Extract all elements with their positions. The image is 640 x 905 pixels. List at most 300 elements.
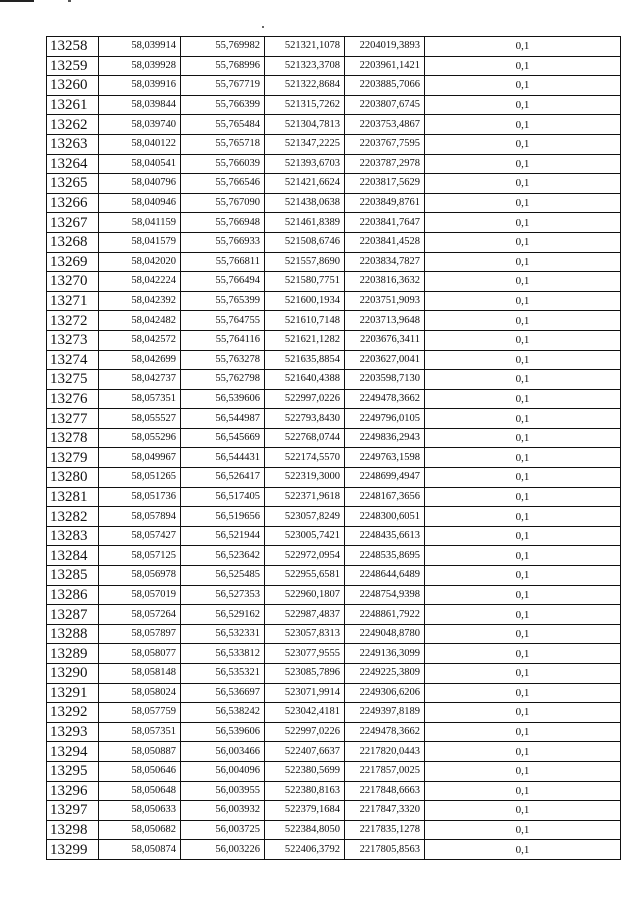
latitude-cell: 58,055527 (99, 409, 181, 429)
y-coordinate-cell: 2203767,7595 (345, 134, 425, 154)
y-coordinate-cell: 2248300,6051 (345, 507, 425, 527)
point-number-cell: 13267 (47, 213, 99, 233)
table-row (47, 526, 621, 546)
y-coordinate-cell: 2249225,3809 (345, 664, 425, 684)
point-number-cell: 13272 (47, 311, 99, 331)
latitude-cell: 58,050887 (99, 742, 181, 762)
y-coordinate-cell: 2203841,4528 (345, 232, 425, 252)
longitude-cell: 56,532331 (181, 624, 265, 644)
point-number-cell: 13283 (47, 526, 99, 546)
latitude-cell: 58,057427 (99, 526, 181, 546)
point-number-cell: 13299 (47, 840, 99, 860)
point-number-cell: 13291 (47, 683, 99, 703)
value-cell: 0,1 (425, 428, 621, 448)
table-row (47, 781, 621, 801)
value-cell: 0,1 (425, 703, 621, 723)
x-coordinate-cell: 522371,9618 (265, 487, 345, 507)
latitude-cell: 58,041579 (99, 232, 181, 252)
point-number-cell: 13292 (47, 703, 99, 723)
latitude-cell: 58,051736 (99, 487, 181, 507)
latitude-cell: 58,057264 (99, 605, 181, 625)
value-cell: 0,1 (425, 134, 621, 154)
y-coordinate-cell: 2248699,4947 (345, 468, 425, 488)
x-coordinate-cell: 522955,6581 (265, 566, 345, 586)
latitude-cell: 58,042737 (99, 370, 181, 390)
point-number-cell: 13284 (47, 546, 99, 566)
y-coordinate-cell: 2203849,8761 (345, 193, 425, 213)
longitude-cell: 56,003955 (181, 781, 265, 801)
x-coordinate-cell: 521304,7813 (265, 115, 345, 135)
table-row (47, 624, 621, 644)
point-number-cell: 13268 (47, 232, 99, 252)
value-cell: 0,1 (425, 683, 621, 703)
point-number-cell: 13264 (47, 154, 99, 174)
table-row (47, 820, 621, 840)
x-coordinate-cell: 521421,6624 (265, 174, 345, 194)
latitude-cell: 58,057894 (99, 507, 181, 527)
table-row (47, 801, 621, 821)
latitude-cell: 58,055296 (99, 428, 181, 448)
longitude-cell: 55,766948 (181, 213, 265, 233)
table-row (47, 232, 621, 252)
x-coordinate-cell: 521640,4388 (265, 370, 345, 390)
y-coordinate-cell: 2203627,0041 (345, 350, 425, 370)
longitude-cell: 56,539606 (181, 722, 265, 742)
value-cell: 0,1 (425, 840, 621, 860)
x-coordinate-cell: 521580,7751 (265, 272, 345, 292)
table-row (47, 272, 621, 292)
point-number-cell: 13261 (47, 95, 99, 115)
point-number-cell: 13294 (47, 742, 99, 762)
table-row (47, 154, 621, 174)
point-number-cell: 13275 (47, 370, 99, 390)
y-coordinate-cell: 2203885,7066 (345, 76, 425, 96)
latitude-cell: 58,040796 (99, 174, 181, 194)
value-cell: 0,1 (425, 644, 621, 664)
longitude-cell: 56,003466 (181, 742, 265, 762)
point-number-cell: 13295 (47, 761, 99, 781)
latitude-cell: 58,039928 (99, 56, 181, 76)
x-coordinate-cell: 522768,0744 (265, 428, 345, 448)
y-coordinate-cell: 2203713,9648 (345, 311, 425, 331)
point-number-cell: 13277 (47, 409, 99, 429)
longitude-cell: 55,766039 (181, 154, 265, 174)
longitude-cell: 56,526417 (181, 468, 265, 488)
point-number-cell: 13289 (47, 644, 99, 664)
x-coordinate-cell: 522960,1807 (265, 585, 345, 605)
value-cell: 0,1 (425, 761, 621, 781)
latitude-cell: 58,042572 (99, 330, 181, 350)
value-cell: 0,1 (425, 566, 621, 586)
value-cell: 0,1 (425, 585, 621, 605)
longitude-cell: 55,762798 (181, 370, 265, 390)
longitude-cell: 55,766494 (181, 272, 265, 292)
x-coordinate-cell: 521315,7262 (265, 95, 345, 115)
value-cell: 0,1 (425, 507, 621, 527)
table-row (47, 76, 621, 96)
latitude-cell: 58,042482 (99, 311, 181, 331)
longitude-cell: 56,529162 (181, 605, 265, 625)
x-coordinate-cell: 521557,8690 (265, 252, 345, 272)
y-coordinate-cell: 2249763,1598 (345, 448, 425, 468)
point-number-cell: 13271 (47, 291, 99, 311)
value-cell: 0,1 (425, 624, 621, 644)
point-number-cell: 13290 (47, 664, 99, 684)
latitude-cell: 58,050648 (99, 781, 181, 801)
value-cell: 0,1 (425, 37, 621, 57)
latitude-cell: 58,042224 (99, 272, 181, 292)
point-number-cell: 13285 (47, 566, 99, 586)
table-row (47, 683, 621, 703)
x-coordinate-cell: 522987,4837 (265, 605, 345, 625)
latitude-cell: 58,057351 (99, 722, 181, 742)
longitude-cell: 55,764755 (181, 311, 265, 331)
value-cell: 0,1 (425, 311, 621, 331)
table-row (47, 644, 621, 664)
latitude-cell: 58,050874 (99, 840, 181, 860)
longitude-cell: 56,003226 (181, 840, 265, 860)
table-row (47, 213, 621, 233)
point-number-cell: 13297 (47, 801, 99, 821)
value-cell: 0,1 (425, 370, 621, 390)
longitude-cell: 56,527353 (181, 585, 265, 605)
value-cell: 0,1 (425, 487, 621, 507)
latitude-cell: 58,058077 (99, 644, 181, 664)
x-coordinate-cell: 521600,1934 (265, 291, 345, 311)
table-row (47, 742, 621, 762)
value-cell: 0,1 (425, 232, 621, 252)
longitude-cell: 56,538242 (181, 703, 265, 723)
latitude-cell: 58,057125 (99, 546, 181, 566)
table-row (47, 370, 621, 390)
table-row (47, 56, 621, 76)
y-coordinate-cell: 2203751,9093 (345, 291, 425, 311)
value-cell: 0,1 (425, 272, 621, 292)
longitude-cell: 56,003725 (181, 820, 265, 840)
value-cell: 0,1 (425, 546, 621, 566)
value-cell: 0,1 (425, 154, 621, 174)
x-coordinate-cell: 522380,8163 (265, 781, 345, 801)
point-number-cell: 13280 (47, 468, 99, 488)
x-coordinate-cell: 523057,8313 (265, 624, 345, 644)
table-row (47, 428, 621, 448)
x-coordinate-cell: 522379,1684 (265, 801, 345, 821)
longitude-cell: 56,523642 (181, 546, 265, 566)
point-number-cell: 13296 (47, 781, 99, 801)
point-number-cell: 13287 (47, 605, 99, 625)
x-coordinate-cell: 521438,0638 (265, 193, 345, 213)
latitude-cell: 58,050633 (99, 801, 181, 821)
point-number-cell: 13265 (47, 174, 99, 194)
point-number-cell: 13276 (47, 389, 99, 409)
y-coordinate-cell: 2217847,3320 (345, 801, 425, 821)
latitude-cell: 58,050646 (99, 761, 181, 781)
point-number-cell: 13281 (47, 487, 99, 507)
longitude-cell: 56,003932 (181, 801, 265, 821)
point-number-cell: 13282 (47, 507, 99, 527)
y-coordinate-cell: 2217857,0025 (345, 761, 425, 781)
y-coordinate-cell: 2249136,3099 (345, 644, 425, 664)
table-row (47, 174, 621, 194)
table-row (47, 468, 621, 488)
x-coordinate-cell: 521621,1282 (265, 330, 345, 350)
point-number-cell: 13266 (47, 193, 99, 213)
y-coordinate-cell: 2248644,6489 (345, 566, 425, 586)
latitude-cell: 58,039844 (99, 95, 181, 115)
value-cell: 0,1 (425, 193, 621, 213)
point-number-cell: 13286 (47, 585, 99, 605)
table-row (47, 722, 621, 742)
y-coordinate-cell: 2203676,3411 (345, 330, 425, 350)
y-coordinate-cell: 2203834,7827 (345, 252, 425, 272)
latitude-cell: 58,057351 (99, 389, 181, 409)
longitude-cell: 55,765399 (181, 291, 265, 311)
table-row (47, 840, 621, 860)
longitude-cell: 55,764116 (181, 330, 265, 350)
longitude-cell: 55,766811 (181, 252, 265, 272)
table-row (47, 95, 621, 115)
x-coordinate-cell: 521321,1078 (265, 37, 345, 57)
x-coordinate-cell: 523057,8249 (265, 507, 345, 527)
longitude-cell: 55,767090 (181, 193, 265, 213)
table-row (47, 291, 621, 311)
latitude-cell: 58,057897 (99, 624, 181, 644)
point-number-cell: 13274 (47, 350, 99, 370)
table-row (47, 134, 621, 154)
table-body (47, 37, 621, 860)
latitude-cell: 58,039916 (99, 76, 181, 96)
value-cell: 0,1 (425, 801, 621, 821)
table-row (47, 507, 621, 527)
table-row (47, 350, 621, 370)
y-coordinate-cell: 2204019,3893 (345, 37, 425, 57)
x-coordinate-cell: 522384,8050 (265, 820, 345, 840)
latitude-cell: 58,057019 (99, 585, 181, 605)
value-cell: 0,1 (425, 448, 621, 468)
latitude-cell: 58,040946 (99, 193, 181, 213)
scan-speck (262, 26, 264, 28)
y-coordinate-cell: 2217848,6663 (345, 781, 425, 801)
scan-edge-mark (0, 0, 34, 2)
value-cell: 0,1 (425, 213, 621, 233)
y-coordinate-cell: 2249796,0105 (345, 409, 425, 429)
longitude-cell: 55,766546 (181, 174, 265, 194)
y-coordinate-cell: 2248535,8695 (345, 546, 425, 566)
table-row (47, 37, 621, 57)
y-coordinate-cell: 2249397,8189 (345, 703, 425, 723)
table-row (47, 605, 621, 625)
longitude-cell: 56,525485 (181, 566, 265, 586)
x-coordinate-cell: 522406,3792 (265, 840, 345, 860)
value-cell: 0,1 (425, 350, 621, 370)
y-coordinate-cell: 2203816,3632 (345, 272, 425, 292)
y-coordinate-cell: 2248754,9398 (345, 585, 425, 605)
longitude-cell: 56,535321 (181, 664, 265, 684)
y-coordinate-cell: 2203753,4867 (345, 115, 425, 135)
latitude-cell: 58,051265 (99, 468, 181, 488)
point-number-cell: 13270 (47, 272, 99, 292)
table-row (47, 389, 621, 409)
y-coordinate-cell: 2217820,0443 (345, 742, 425, 762)
x-coordinate-cell: 522407,6637 (265, 742, 345, 762)
table-row (47, 330, 621, 350)
longitude-cell: 55,768996 (181, 56, 265, 76)
x-coordinate-cell: 521347,2225 (265, 134, 345, 154)
x-coordinate-cell: 521322,8684 (265, 76, 345, 96)
table-row (47, 566, 621, 586)
value-cell: 0,1 (425, 174, 621, 194)
y-coordinate-cell: 2203841,7647 (345, 213, 425, 233)
point-number-cell: 13260 (47, 76, 99, 96)
table-row (47, 448, 621, 468)
value-cell: 0,1 (425, 115, 621, 135)
point-number-cell: 13258 (47, 37, 99, 57)
value-cell: 0,1 (425, 252, 621, 272)
point-number-cell: 13278 (47, 428, 99, 448)
y-coordinate-cell: 2217835,1278 (345, 820, 425, 840)
table-row (47, 703, 621, 723)
coordinates-table (46, 36, 620, 860)
longitude-cell: 55,763278 (181, 350, 265, 370)
value-cell: 0,1 (425, 722, 621, 742)
longitude-cell: 56,517405 (181, 487, 265, 507)
value-cell: 0,1 (425, 291, 621, 311)
x-coordinate-cell: 522972,0954 (265, 546, 345, 566)
y-coordinate-cell: 2249836,2943 (345, 428, 425, 448)
point-number-cell: 13259 (47, 56, 99, 76)
x-coordinate-cell: 523071,9914 (265, 683, 345, 703)
value-cell: 0,1 (425, 76, 621, 96)
longitude-cell: 56,539606 (181, 389, 265, 409)
latitude-cell: 58,042699 (99, 350, 181, 370)
longitude-cell: 55,766399 (181, 95, 265, 115)
y-coordinate-cell: 2203817,5629 (345, 174, 425, 194)
latitude-cell: 58,039914 (99, 37, 181, 57)
y-coordinate-cell: 2249478,3662 (345, 389, 425, 409)
x-coordinate-cell: 522997,0226 (265, 722, 345, 742)
x-coordinate-cell: 522997,0226 (265, 389, 345, 409)
longitude-cell: 56,533812 (181, 644, 265, 664)
table-row (47, 409, 621, 429)
value-cell: 0,1 (425, 664, 621, 684)
table-row (47, 193, 621, 213)
y-coordinate-cell: 2248861,7922 (345, 605, 425, 625)
longitude-cell: 55,765484 (181, 115, 265, 135)
latitude-cell: 58,039740 (99, 115, 181, 135)
scan-speck (68, 0, 71, 2)
table-row (47, 546, 621, 566)
x-coordinate-cell: 523085,7896 (265, 664, 345, 684)
table-row (47, 761, 621, 781)
latitude-cell: 58,049967 (99, 448, 181, 468)
y-coordinate-cell: 2203807,6745 (345, 95, 425, 115)
point-number-cell: 13293 (47, 722, 99, 742)
point-number-cell: 13269 (47, 252, 99, 272)
value-cell: 0,1 (425, 389, 621, 409)
value-cell: 0,1 (425, 605, 621, 625)
point-number-cell: 13288 (47, 624, 99, 644)
latitude-cell: 58,058024 (99, 683, 181, 703)
value-cell: 0,1 (425, 742, 621, 762)
y-coordinate-cell: 2249478,3662 (345, 722, 425, 742)
longitude-cell: 56,536697 (181, 683, 265, 703)
x-coordinate-cell: 521323,3708 (265, 56, 345, 76)
longitude-cell: 56,004096 (181, 761, 265, 781)
table-row (47, 252, 621, 272)
x-coordinate-cell: 521508,6746 (265, 232, 345, 252)
latitude-cell: 58,050682 (99, 820, 181, 840)
latitude-cell: 58,056978 (99, 566, 181, 586)
longitude-cell: 56,544987 (181, 409, 265, 429)
y-coordinate-cell: 2217805,8563 (345, 840, 425, 860)
x-coordinate-cell: 521635,8854 (265, 350, 345, 370)
y-coordinate-cell: 2203961,1421 (345, 56, 425, 76)
table-row (47, 487, 621, 507)
latitude-cell: 58,040122 (99, 134, 181, 154)
x-coordinate-cell: 521461,8389 (265, 213, 345, 233)
y-coordinate-cell: 2248167,3656 (345, 487, 425, 507)
x-coordinate-cell: 523077,9555 (265, 644, 345, 664)
latitude-cell: 58,057759 (99, 703, 181, 723)
x-coordinate-cell: 523005,7421 (265, 526, 345, 546)
x-coordinate-cell: 522174,5570 (265, 448, 345, 468)
data-table (46, 36, 621, 860)
x-coordinate-cell: 522380,5699 (265, 761, 345, 781)
value-cell: 0,1 (425, 820, 621, 840)
point-number-cell: 13298 (47, 820, 99, 840)
table-row (47, 311, 621, 331)
x-coordinate-cell: 522319,3000 (265, 468, 345, 488)
point-number-cell: 13263 (47, 134, 99, 154)
point-number-cell: 13279 (47, 448, 99, 468)
y-coordinate-cell: 2248435,6613 (345, 526, 425, 546)
value-cell: 0,1 (425, 409, 621, 429)
longitude-cell: 55,767719 (181, 76, 265, 96)
value-cell: 0,1 (425, 781, 621, 801)
y-coordinate-cell: 2249048,8780 (345, 624, 425, 644)
value-cell: 0,1 (425, 526, 621, 546)
point-number-cell: 13273 (47, 330, 99, 350)
latitude-cell: 58,042020 (99, 252, 181, 272)
longitude-cell: 56,545669 (181, 428, 265, 448)
table-row (47, 664, 621, 684)
latitude-cell: 58,042392 (99, 291, 181, 311)
longitude-cell: 55,769982 (181, 37, 265, 57)
table-row (47, 585, 621, 605)
latitude-cell: 58,058148 (99, 664, 181, 684)
y-coordinate-cell: 2203598,7130 (345, 370, 425, 390)
y-coordinate-cell: 2203787,2978 (345, 154, 425, 174)
latitude-cell: 58,040541 (99, 154, 181, 174)
longitude-cell: 55,766933 (181, 232, 265, 252)
x-coordinate-cell: 521610,7148 (265, 311, 345, 331)
longitude-cell: 56,519656 (181, 507, 265, 527)
value-cell: 0,1 (425, 56, 621, 76)
x-coordinate-cell: 521393,6703 (265, 154, 345, 174)
value-cell: 0,1 (425, 468, 621, 488)
table-row (47, 115, 621, 135)
value-cell: 0,1 (425, 330, 621, 350)
longitude-cell: 56,544431 (181, 448, 265, 468)
latitude-cell: 58,041159 (99, 213, 181, 233)
point-number-cell: 13262 (47, 115, 99, 135)
y-coordinate-cell: 2249306,6206 (345, 683, 425, 703)
longitude-cell: 56,521944 (181, 526, 265, 546)
x-coordinate-cell: 522793,8430 (265, 409, 345, 429)
x-coordinate-cell: 523042,4181 (265, 703, 345, 723)
value-cell: 0,1 (425, 95, 621, 115)
longitude-cell: 55,765718 (181, 134, 265, 154)
